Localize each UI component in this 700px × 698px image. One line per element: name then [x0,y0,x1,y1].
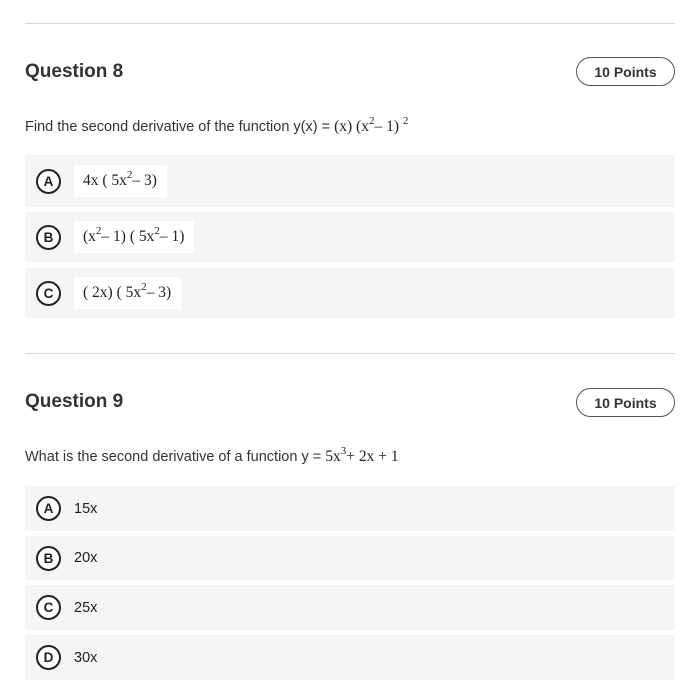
option-a-letter-icon: A [36,496,61,521]
question-9-prompt-text: What is the second derivative of a function y = [25,449,322,466]
question-8-equation: (x) ($x^2-$ 1) $^2$ [334,115,409,136]
question-8-top-divider [25,23,675,24]
option-d-letter-icon: D [36,645,61,670]
question-8-option-c[interactable] [25,268,675,318]
option-c-letter-icon: C [36,595,61,620]
option-b-text: 20x [74,550,98,566]
question-8-points-badge: 10 Points [576,57,675,86]
question-9-top-divider [25,353,675,354]
option-c-letter-icon: C [36,281,61,306]
question-9-option-a[interactable] [25,486,675,531]
question-8-title: Question 8 [25,61,124,82]
question-8-prompt [25,116,408,136]
question-9-points-badge: 10 Points [576,388,675,417]
option-a-letter-icon: A [36,169,61,194]
option-c-text: 25x [74,599,98,616]
question-8-option-b[interactable] [25,212,675,262]
question-9-option-d[interactable] [25,635,675,680]
option-b-letter-icon: B [36,225,61,250]
option-b-formula: ($x^2-$ 1) ( $5x^2-$ 1) [74,221,194,252]
option-d-text: 30x [74,649,98,666]
option-c-formula: ( 2x) ( $5x^2-$ 3) [74,277,181,308]
question-9-option-c[interactable] [25,585,675,630]
question-9-equation: $5x^3+ 2x + 1$ [325,445,399,466]
question-9-prompt [25,446,399,466]
option-a-text: 15x [74,500,98,517]
question-9-option-b[interactable] [25,536,675,580]
option-a-formula: 4x ( $5x^2-$ 3) [74,165,167,196]
question-8-option-a[interactable] [25,155,675,207]
question-8-prompt-text: Find the second derivative of the function y(x) = [25,119,331,136]
question-9-title: Question 9 [25,391,124,412]
option-b-letter-icon: B [36,546,61,571]
